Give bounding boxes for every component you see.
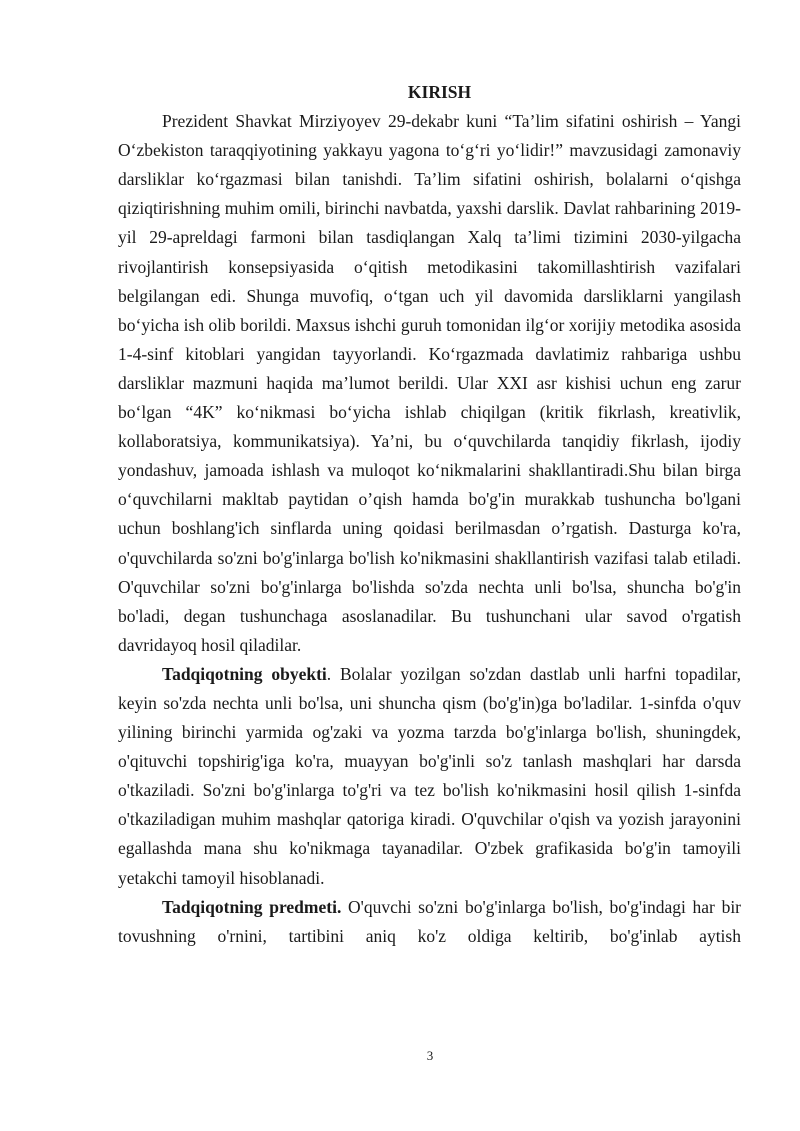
paragraph-lead: Tadqiqotning predmeti. xyxy=(162,896,342,917)
paragraph-introduction xyxy=(118,107,741,660)
paragraph-text: Prezident Shavkat Mirziyoyev 29-dekabr kuni “Ta’lim sifatini oshirish – Yangi O‘zbekiston taraqqiyotining yakkayu yagona to‘g‘ri yo‘lidir!” mavzusidagi zamonaviy darsliklar ko‘rgazmasi bilan tanishdi. Ta’lim sifatini oshirish, bolalarni o‘qishga qiziqtirishning muhim omili, birinchi navbatda, yaxshi darslik. Davlat rahbarining 2019-yil 29-apreldagi farmoni bilan tasdiqlangan Xalq ta’limi tizimini 2030-yilgacha rivojlantirish konsepsiyasida o‘qitish metodikasini takomillashtirish vazifalari belgilangan edi. Shunga muvofiq, o‘tgan uch yil davomida darsliklarni yangilash bo‘yicha ish olib borildi. Maxsus ishchi guruh tomonidan ilg‘or xorijiy metodika asosida 1-4-sinf kitoblari yangidan tayyorlandi. Ko‘rgazmada davlatimiz rahbariga ushbu darsliklar mazmuni haqida ma’lumot berildi. Ular XXI asr kishisi uchun eng zarur bo‘lgan “4K” ko‘nikmasi bo‘yicha ishlab chiqilgan (kritik fikrlash, kreativlik, kollaboratsiya, kommunikatsiya). Ya’ni, bu o‘quvchilarda tanqidiy fikrlash, ijodiy yondashuv, jamoada ishlash va muloqot ko‘nikmalarini shakllantiradi.Shu bilan birga o‘quvchilarni makltab paytidan o’qish hamda bo'g'in murakkab tushuncha bo'lgani uchun boshlang'ich sinflarda uning qoidasi berilmasdan o’rgatish. Dasturga ko'ra, o'quvchilarda so'zni bo'g'inlarga bo'lish ko'nikmasini shakllantirish vazifasi talab etiladi. O'quvchilar so'zni bo'g'inlarga bo'lishda so'zda nechta unli bo'lsa, shuncha bo'g'in bo'ladi, degan tushunchaga asoslanadilar. Bu tushunchani ular savod o'rgatish davridayoq hosil qiladilar. xyxy=(118,111,741,655)
page-number: 3 xyxy=(426,1048,434,1063)
paragraph-research-object xyxy=(118,660,741,893)
paragraph-text: . Bolalar yozilgan so'zdan dastlab unli harfni topadilar, keyin so'zda nechta unli bo'lsa, uni shuncha qism (bo'g'in)ga bo'ladilar. 1-sinfda o'quv yilining birinchi yarmida og'zaki va yozma tarzda bo'g'inlarga bo'lish, shuningdek, o'qituvchi topshirig'iga ko'ra, muayyan bo'g'inli so'z tanlash mashqlari har darsda o'tkaziladi. So'zni bo'g'inlarga to'g'ri va tez bo'lish ko'nikmasini hosil qilish 1-sinfda o'tkaziladigan muhim mashqlar qatoriga kiradi. O'quvchilar o'qish va yozish jarayonini egallashda mana shu ko'nikmaga tayanadilar. O'zbek grafikasida bo'g'in tamoyili yetakchi tamoyil hisoblanadi. xyxy=(118,663,741,888)
paragraph-text: O'quvchi so'zni bo'g'inlarga bo'lish, bo'g'indagi har bir tovushning o'rnini, tartibini aniq ko'z oldiga keltirib, bo'g'inlab aytish xyxy=(118,896,742,946)
document-body xyxy=(118,78,741,951)
paragraph-research-subject xyxy=(118,893,741,951)
section-title: KIRISH xyxy=(407,82,472,102)
paragraph-lead: Tadqiqotning obyekti xyxy=(162,663,327,684)
